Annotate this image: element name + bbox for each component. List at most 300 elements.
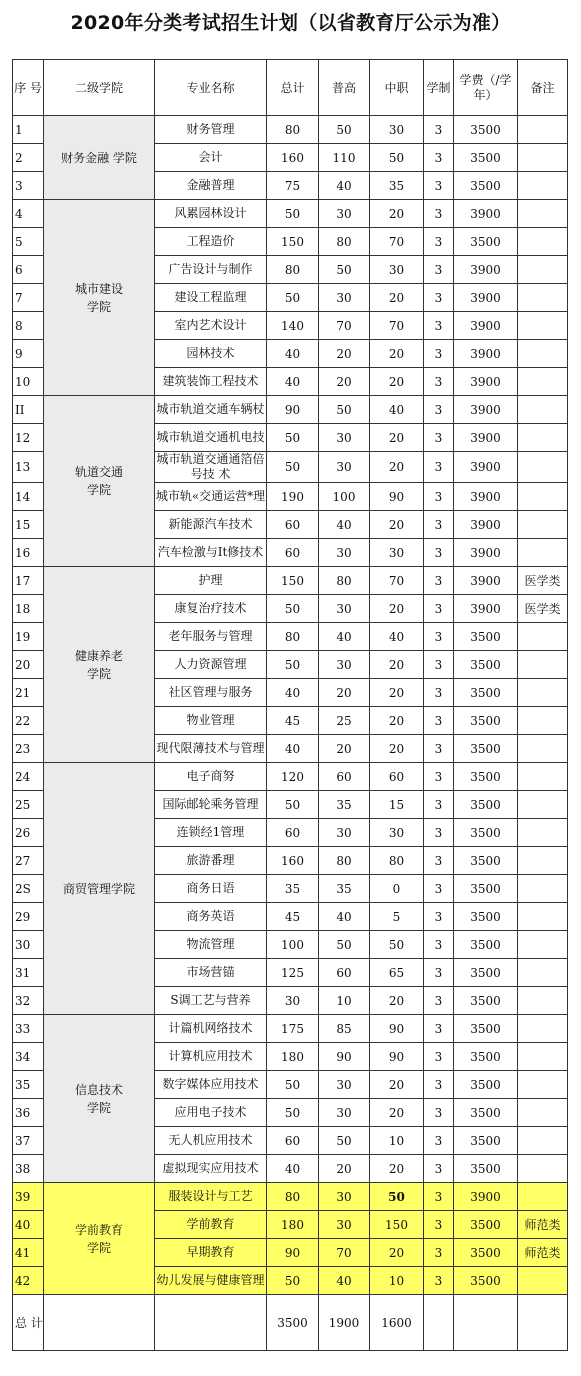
years-value: 3 <box>424 1183 454 1211</box>
years-value: 3 <box>424 903 454 931</box>
row-index: 19 <box>13 623 44 651</box>
table-row <box>13 1183 568 1211</box>
row-index: 2 <box>13 144 44 172</box>
putong-value: 90 <box>319 1043 370 1071</box>
row-index: 35 <box>13 1071 44 1099</box>
zhongzhi-value: 20 <box>370 1155 424 1183</box>
total-value: 80 <box>267 1183 319 1211</box>
row-index: 3 <box>13 172 44 200</box>
fee-value: 3900 <box>454 256 518 284</box>
putong-value: 30 <box>319 651 370 679</box>
major-name: 商务日语 <box>155 875 267 903</box>
major-name: 护理 <box>155 567 267 595</box>
major-name: 建筑装饰工程技术 <box>155 368 267 396</box>
years-value: 3 <box>424 368 454 396</box>
total-value: 50 <box>267 452 319 483</box>
note-value <box>518 679 568 707</box>
years-value: 3 <box>424 312 454 340</box>
row-index: 30 <box>13 931 44 959</box>
years-value: 3 <box>424 959 454 987</box>
header-major: 专业名称 <box>155 60 267 116</box>
major-name: 电子商努 <box>155 763 267 791</box>
note-value <box>518 847 568 875</box>
total-value: 125 <box>267 959 319 987</box>
years-value: 3 <box>424 763 454 791</box>
header-fee: 学费（/学年） <box>454 60 518 116</box>
years-value: 3 <box>424 679 454 707</box>
years-value: 3 <box>424 1015 454 1043</box>
zhongzhi-value: 20 <box>370 511 424 539</box>
years-value: 3 <box>424 623 454 651</box>
major-name: 广告设计与制作 <box>155 256 267 284</box>
row-index: 24 <box>13 763 44 791</box>
zhongzhi-value: 30 <box>370 256 424 284</box>
row-index: 13 <box>13 452 44 483</box>
fee-value: 3500 <box>454 931 518 959</box>
major-name: 城市轨道交通机电技 <box>155 424 267 452</box>
total-value: 60 <box>267 539 319 567</box>
fee-value: 3900 <box>454 483 518 511</box>
total-value: 60 <box>267 511 319 539</box>
note-value <box>518 623 568 651</box>
major-name: 金融普理 <box>155 172 267 200</box>
major-name: 康复治疗技术 <box>155 595 267 623</box>
years-value: 3 <box>424 875 454 903</box>
putong-value: 40 <box>319 903 370 931</box>
putong-value: 60 <box>319 959 370 987</box>
note-value <box>518 763 568 791</box>
fee-value: 3500 <box>454 651 518 679</box>
putong-value: 20 <box>319 340 370 368</box>
putong-value: 40 <box>319 1267 370 1295</box>
fee-value: 3500 <box>454 172 518 200</box>
totals-empty-major <box>155 1295 267 1351</box>
total-value: 90 <box>267 396 319 424</box>
fee-value: 3500 <box>454 903 518 931</box>
table-row <box>13 567 568 595</box>
putong-value: 50 <box>319 256 370 284</box>
zhongzhi-value: 150 <box>370 1211 424 1239</box>
putong-value: 70 <box>319 1239 370 1267</box>
row-index: 17 <box>13 567 44 595</box>
note-value <box>518 987 568 1015</box>
putong-value: 20 <box>319 735 370 763</box>
row-index: 15 <box>13 511 44 539</box>
college-name: 城市建设 学院 <box>44 200 155 396</box>
putong-value: 35 <box>319 791 370 819</box>
major-name: 建设工程监理 <box>155 284 267 312</box>
total-value: 45 <box>267 903 319 931</box>
note-value <box>518 791 568 819</box>
row-index: 25 <box>13 791 44 819</box>
row-index: 20 <box>13 651 44 679</box>
zhongzhi-value: 20 <box>370 200 424 228</box>
row-index: 39 <box>13 1183 44 1211</box>
fee-value: 3900 <box>454 595 518 623</box>
putong-value: 80 <box>319 847 370 875</box>
zhongzhi-value: 10 <box>370 1127 424 1155</box>
major-name: 市场营锚 <box>155 959 267 987</box>
note-value <box>518 903 568 931</box>
total-value: 40 <box>267 735 319 763</box>
major-name: 学前教育 <box>155 1211 267 1239</box>
zhongzhi-value: 90 <box>370 483 424 511</box>
table-row <box>13 200 568 228</box>
major-name: 无人机应用技术 <box>155 1127 267 1155</box>
putong-value: 30 <box>319 1099 370 1127</box>
major-name: 幼儿发展与健康管理 <box>155 1267 267 1295</box>
note-value <box>518 340 568 368</box>
row-index: 38 <box>13 1155 44 1183</box>
zhongzhi-value: 90 <box>370 1043 424 1071</box>
zhongzhi-value: 20 <box>370 340 424 368</box>
note-value <box>518 1099 568 1127</box>
note-value <box>518 651 568 679</box>
zhongzhi-value: 70 <box>370 312 424 340</box>
college-name: 信息技术 学院 <box>44 1015 155 1183</box>
major-name: 园林技术 <box>155 340 267 368</box>
zhongzhi-value: 20 <box>370 595 424 623</box>
row-index: 14 <box>13 483 44 511</box>
putong-value: 30 <box>319 1071 370 1099</box>
putong-value: 40 <box>319 511 370 539</box>
total-value: 60 <box>267 1127 319 1155</box>
fee-value: 3900 <box>454 284 518 312</box>
fee-value: 3500 <box>454 679 518 707</box>
fee-value: 3900 <box>454 452 518 483</box>
zhongzhi-value: 60 <box>370 763 424 791</box>
fee-value: 3500 <box>454 875 518 903</box>
putong-value: 30 <box>319 200 370 228</box>
zhongzhi-value: 40 <box>370 623 424 651</box>
years-value: 3 <box>424 284 454 312</box>
total-value: 60 <box>267 819 319 847</box>
zhongzhi-value: 15 <box>370 791 424 819</box>
row-index: 36 <box>13 1099 44 1127</box>
years-value: 3 <box>424 200 454 228</box>
total-value: 180 <box>267 1043 319 1071</box>
row-index: 21 <box>13 679 44 707</box>
major-name: 城市轨道交通通箔倍号技 术 <box>156 452 265 481</box>
note-value <box>518 819 568 847</box>
zhongzhi-value: 70 <box>370 567 424 595</box>
total-value: 100 <box>267 931 319 959</box>
years-value: 3 <box>424 511 454 539</box>
fee-value: 3900 <box>454 424 518 452</box>
years-value: 3 <box>424 651 454 679</box>
zhongzhi-value: 5 <box>370 903 424 931</box>
row-index: 12 <box>13 424 44 452</box>
putong-value: 30 <box>319 1183 370 1211</box>
putong-value: 110 <box>319 144 370 172</box>
years-value: 3 <box>424 1211 454 1239</box>
row-index: 8 <box>13 312 44 340</box>
years-value: 3 <box>424 228 454 256</box>
zhongzhi-value: 20 <box>370 735 424 763</box>
row-index: 26 <box>13 819 44 847</box>
major-name: 物流管理 <box>155 931 267 959</box>
fee-value: 3500 <box>454 144 518 172</box>
years-value: 3 <box>424 452 454 483</box>
note-value <box>518 144 568 172</box>
fee-value: 3500 <box>454 1071 518 1099</box>
major-name: 汽车检激与It修技术 <box>155 539 267 567</box>
zhongzhi-value: 20 <box>370 368 424 396</box>
header-index: 序 号 <box>13 60 44 116</box>
putong-value: 30 <box>319 452 370 483</box>
row-index: 9 <box>13 340 44 368</box>
row-index: 22 <box>13 707 44 735</box>
fee-value: 3500 <box>454 707 518 735</box>
zhongzhi-value: 30 <box>370 819 424 847</box>
note-value: 医学类 <box>518 567 568 595</box>
zhongzhi-value: 20 <box>370 452 424 483</box>
note-value <box>518 707 568 735</box>
putong-value: 80 <box>319 228 370 256</box>
note-value: 医学类 <box>518 595 568 623</box>
fee-value: 3900 <box>454 340 518 368</box>
years-value: 3 <box>424 1099 454 1127</box>
total-value: 150 <box>267 228 319 256</box>
table-header-row <box>13 60 568 116</box>
fee-value: 3500 <box>454 1127 518 1155</box>
years-value: 3 <box>424 931 454 959</box>
note-value <box>518 959 568 987</box>
total-value: 40 <box>267 368 319 396</box>
zhongzhi-value: 0 <box>370 875 424 903</box>
years-value: 3 <box>424 1155 454 1183</box>
total-value: 75 <box>267 172 319 200</box>
fee-value: 3500 <box>454 791 518 819</box>
years-value: 3 <box>424 116 454 144</box>
total-value: 50 <box>267 791 319 819</box>
years-value: 3 <box>424 256 454 284</box>
total-value: 40 <box>267 679 319 707</box>
zhongzhi-value: 20 <box>370 424 424 452</box>
zhongzhi-value: 20 <box>370 707 424 735</box>
years-value: 3 <box>424 1127 454 1155</box>
putong-value: 20 <box>319 679 370 707</box>
total-value: 50 <box>267 200 319 228</box>
note-value <box>518 368 568 396</box>
total-value: 80 <box>267 623 319 651</box>
fee-value: 3900 <box>454 368 518 396</box>
total-value: 190 <box>267 483 319 511</box>
note-value <box>518 396 568 424</box>
totals-zhongzhi: 1600 <box>370 1295 424 1351</box>
note-value <box>518 483 568 511</box>
putong-value: 100 <box>319 483 370 511</box>
zhongzhi-value: 20 <box>370 1239 424 1267</box>
years-value: 3 <box>424 791 454 819</box>
row-index: 7 <box>13 284 44 312</box>
fee-value: 3500 <box>454 1211 518 1239</box>
zhongzhi-value: 70 <box>370 228 424 256</box>
zhongzhi-value: 65 <box>370 959 424 987</box>
putong-value: 80 <box>319 567 370 595</box>
totals-label: 总 计 <box>13 1295 44 1351</box>
fee-value: 3500 <box>454 116 518 144</box>
note-value <box>518 1183 568 1211</box>
fee-value: 3500 <box>454 735 518 763</box>
note-value <box>518 1127 568 1155</box>
row-index: 29 <box>13 903 44 931</box>
row-index: 34 <box>13 1043 44 1071</box>
note-value <box>518 200 568 228</box>
total-value: 50 <box>267 284 319 312</box>
table-row <box>13 1015 568 1043</box>
putong-value: 25 <box>319 707 370 735</box>
zhongzhi-value: 80 <box>370 847 424 875</box>
major-name: 国际邮轮乘务管理 <box>155 791 267 819</box>
years-value: 3 <box>424 539 454 567</box>
zhongzhi-value: 50 <box>370 1183 424 1211</box>
zhongzhi-value: 20 <box>370 284 424 312</box>
years-value: 3 <box>424 567 454 595</box>
zhongzhi-value: 30 <box>370 539 424 567</box>
major-name: 社区管理与服务 <box>155 679 267 707</box>
note-value: 师范类 <box>518 1239 568 1267</box>
major-name: 新能源汽车技术 <box>155 511 267 539</box>
putong-value: 40 <box>319 172 370 200</box>
total-value: 50 <box>267 595 319 623</box>
total-value: 45 <box>267 707 319 735</box>
zhongzhi-value: 20 <box>370 651 424 679</box>
row-index: 1 <box>13 116 44 144</box>
major-name: 数字媒体应用技术 <box>155 1071 267 1099</box>
major-name: 连锁经1管理 <box>155 819 267 847</box>
table-row <box>13 763 568 791</box>
row-index: 18 <box>13 595 44 623</box>
note-value <box>518 1015 568 1043</box>
row-index: 33 <box>13 1015 44 1043</box>
page-title: 2020年分类考试招生计划（以省教育厅公示为准） <box>70 12 511 34</box>
years-value: 3 <box>424 1267 454 1295</box>
years-value: 3 <box>424 172 454 200</box>
putong-value: 40 <box>319 623 370 651</box>
fee-value: 3500 <box>454 1239 518 1267</box>
zhongzhi-value: 20 <box>370 679 424 707</box>
major-name: 老年服务与管理 <box>155 623 267 651</box>
note-value <box>518 116 568 144</box>
college-name: 健康养老 学院 <box>44 567 155 763</box>
totals-row <box>13 1295 568 1351</box>
total-value: 50 <box>267 651 319 679</box>
fee-value: 3900 <box>454 1183 518 1211</box>
years-value: 3 <box>424 144 454 172</box>
major-name: 工程造价 <box>155 228 267 256</box>
major-name: 虚拟现实应用技术 <box>155 1155 267 1183</box>
row-index: 37 <box>13 1127 44 1155</box>
major-name: 会计 <box>155 144 267 172</box>
total-value: 120 <box>267 763 319 791</box>
row-index: 40 <box>13 1211 44 1239</box>
years-value: 3 <box>424 735 454 763</box>
years-value: 3 <box>424 1071 454 1099</box>
totals-empty-years <box>424 1295 454 1351</box>
years-value: 3 <box>424 847 454 875</box>
total-value: 50 <box>267 1099 319 1127</box>
total-value: 80 <box>267 116 319 144</box>
putong-value: 50 <box>319 116 370 144</box>
putong-value: 20 <box>319 1155 370 1183</box>
fee-value: 3900 <box>454 511 518 539</box>
major-name: 计篇机网络技术 <box>155 1015 267 1043</box>
years-value: 3 <box>424 396 454 424</box>
zhongzhi-value: 90 <box>370 1015 424 1043</box>
totals-total: 3500 <box>267 1295 319 1351</box>
row-index: 27 <box>13 847 44 875</box>
header-college: 二级学院 <box>44 60 155 116</box>
header-zhongzhi: 中职 <box>370 60 424 116</box>
putong-value: 50 <box>319 396 370 424</box>
college-name: 商贸管理学院 <box>44 763 155 1015</box>
total-value: 50 <box>267 424 319 452</box>
note-value <box>518 875 568 903</box>
total-value: 160 <box>267 847 319 875</box>
major-name: 财务管理 <box>155 116 267 144</box>
zhongzhi-value: 50 <box>370 931 424 959</box>
totals-putong: 1900 <box>319 1295 370 1351</box>
putong-value: 50 <box>319 931 370 959</box>
total-value: 40 <box>267 1155 319 1183</box>
header-putong: 普高 <box>319 60 370 116</box>
major-name: 计算机应用技术 <box>155 1043 267 1071</box>
major-name: S调工艺与营养 <box>155 987 267 1015</box>
note-value <box>518 1155 568 1183</box>
total-value: 140 <box>267 312 319 340</box>
note-value <box>518 1267 568 1295</box>
enrollment-plan-table <box>12 59 568 1351</box>
putong-value: 30 <box>319 284 370 312</box>
totals-empty-fee <box>454 1295 518 1351</box>
fee-value: 3500 <box>454 623 518 651</box>
fee-value: 3500 <box>454 819 518 847</box>
note-value <box>518 284 568 312</box>
zhongzhi-value: 50 <box>370 144 424 172</box>
note-value: 师范类 <box>518 1211 568 1239</box>
years-value: 3 <box>424 987 454 1015</box>
note-value <box>518 931 568 959</box>
years-value: 3 <box>424 595 454 623</box>
header-years: 学制 <box>424 60 454 116</box>
college-name: 轨道交通 学院 <box>44 396 155 567</box>
totals-empty-college <box>44 1295 155 1351</box>
fee-value: 3500 <box>454 1155 518 1183</box>
row-index: 2S <box>13 875 44 903</box>
zhongzhi-value: 20 <box>370 1099 424 1127</box>
years-value: 3 <box>424 340 454 368</box>
header-note: 备注 <box>518 60 568 116</box>
note-value <box>518 735 568 763</box>
zhongzhi-value: 30 <box>370 116 424 144</box>
putong-value: 35 <box>319 875 370 903</box>
major-name: 风累园林设计 <box>155 200 267 228</box>
fee-value: 3900 <box>454 312 518 340</box>
putong-value: 50 <box>319 1127 370 1155</box>
row-index: 4 <box>13 200 44 228</box>
putong-value: 30 <box>319 819 370 847</box>
years-value: 3 <box>424 483 454 511</box>
major-name: 商务英语 <box>155 903 267 931</box>
fee-value: 3900 <box>454 200 518 228</box>
major-name: 早期教育 <box>155 1239 267 1267</box>
row-index: II <box>13 396 44 424</box>
fee-value: 3500 <box>454 763 518 791</box>
fee-value: 3900 <box>454 396 518 424</box>
total-value: 40 <box>267 340 319 368</box>
total-value: 35 <box>267 875 319 903</box>
